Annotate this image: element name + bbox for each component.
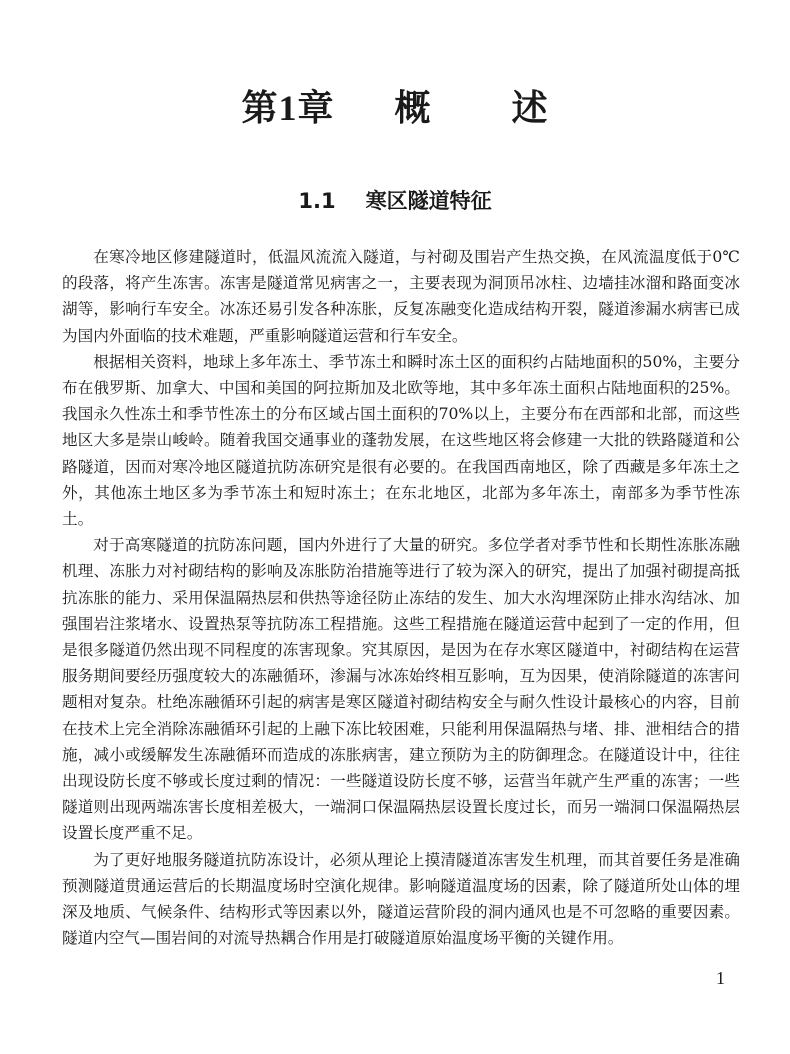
- paragraph: 根据相关资料，地球上多年冻土、季节冻土和瞬时冻土区的面积约占陆地面积的50%，主要分布在俄罗斯、加拿大、中国和美国的阿拉斯加及北欧等地，其中多年冻土面积占陆地面积的25%。我国永久性冻土和季节性冻土的分布区域占国土面积的70%以上，主要分布在西部和北部，而这些地区大多是崇山峻岭。随着我国交通事业的蓬勃发展，在这些地区将会修建一大批的铁路隧道和公路隧道，因而对寒冷地区隧道抗防冻研究是很有必要的。在我国西南地区，除了西藏是多年冻土之外，其他冻土地区多为季节冻土和短时冻土；在东北地区，北部为多年冻土，南部多为季节性冻土。: [62, 352, 740, 529]
- chapter-suffix: 章: [297, 87, 335, 129]
- paragraph: 对于高寒隧道的抗防冻问题，国内外进行了大量的研究。多位学者对季节性和长期性冻胀冻融机理、冻胀力对衬砌结构的影响及冻胀防治措施等进行了较为深入的研究，提出了加强衬砌提高抵抗冻胀的能力、采用保温隔热层和供热等途径防止冻结的发生、加大水沟埋深防止排水沟结冰、加强围岩注浆堵水、设置热泵等抗防冻工程措施。这些工程措施在隧道运营中起到了一定的作用，但是很多隧道仍然出现不同程度的冻害现象。究其原因，是因为在存水寒区隧道中，衬砌结构在运营服务期间要经历强度较大的冻融循环，渗漏与冰冻始终相互影响，互为因果，使消除隧道的冻害问题相对复杂。杜绝冻融循环引起的病害是寒区隧道衬砌结构安全与耐久性设计最核心的内容，目前在技术上完全消除冻融循环引起的上融下冻比较困难，只能利用保温隔热与堵、排、泄相结合的措施，减小或缓解发生冻融循环而造成的冻胀病害，建立预防为主的防御理念。在隧道设计中，往往出现设防长度不够或长度过剩的情况：一些隧道设防长度不够，运营当年就产生严重的冻害；一些隧道则出现两端冻害长度相差极大，一端洞口保温隔热层设置长度过长，而另一端洞口保温隔热层设置长度严重不足。: [62, 536, 740, 843]
- page-number: 1: [716, 968, 725, 988]
- paragraph: 为了更好地服务隧道抗防冻设计，必须从理论上摸清隧道冻害发生机理，而其首要任务是准确预测隧道贯通运营后的长期温度场时空演化规律。影响隧道温度场的因素，除了隧道所处山体的埋深及地质、气候条件、结构形式等因素以外，隧道运营阶段的洞内通风也是不可忽略的重要因素。隧道内空气—围岩间的对流导热耦合作用是打破隧道原始温度场平衡的关键作用。: [62, 850, 740, 948]
- chapter-title-char-2: 述: [511, 87, 549, 129]
- chapter-title: [0, 84, 790, 132]
- chapter-number: 1: [278, 88, 298, 128]
- body-text: [62, 244, 740, 951]
- section-title-text: 寒区隧道特征: [365, 189, 492, 213]
- paragraph: 在寒冷地区修建隧道时，低温风流流入隧道，与衬砌及围岩产生热交换，在风流温度低于0℃的段落，将产生冻害。冻害是隧道常见病害之一，主要表现为洞顶吊冰柱、边墙挂冰溜和路面变冰湖等，影响行车安全。冰冻还易引发各种冻胀，反复冻融变化造成结构开裂，隧道渗漏水病害已成为国内外面临的技术难题，严重影响隧道运营和行车安全。: [62, 248, 740, 345]
- chapter-title-char-1: 概: [394, 87, 432, 129]
- chapter-prefix: 第: [241, 87, 279, 129]
- section-heading: [0, 186, 790, 216]
- section-number: 1.1: [298, 189, 336, 213]
